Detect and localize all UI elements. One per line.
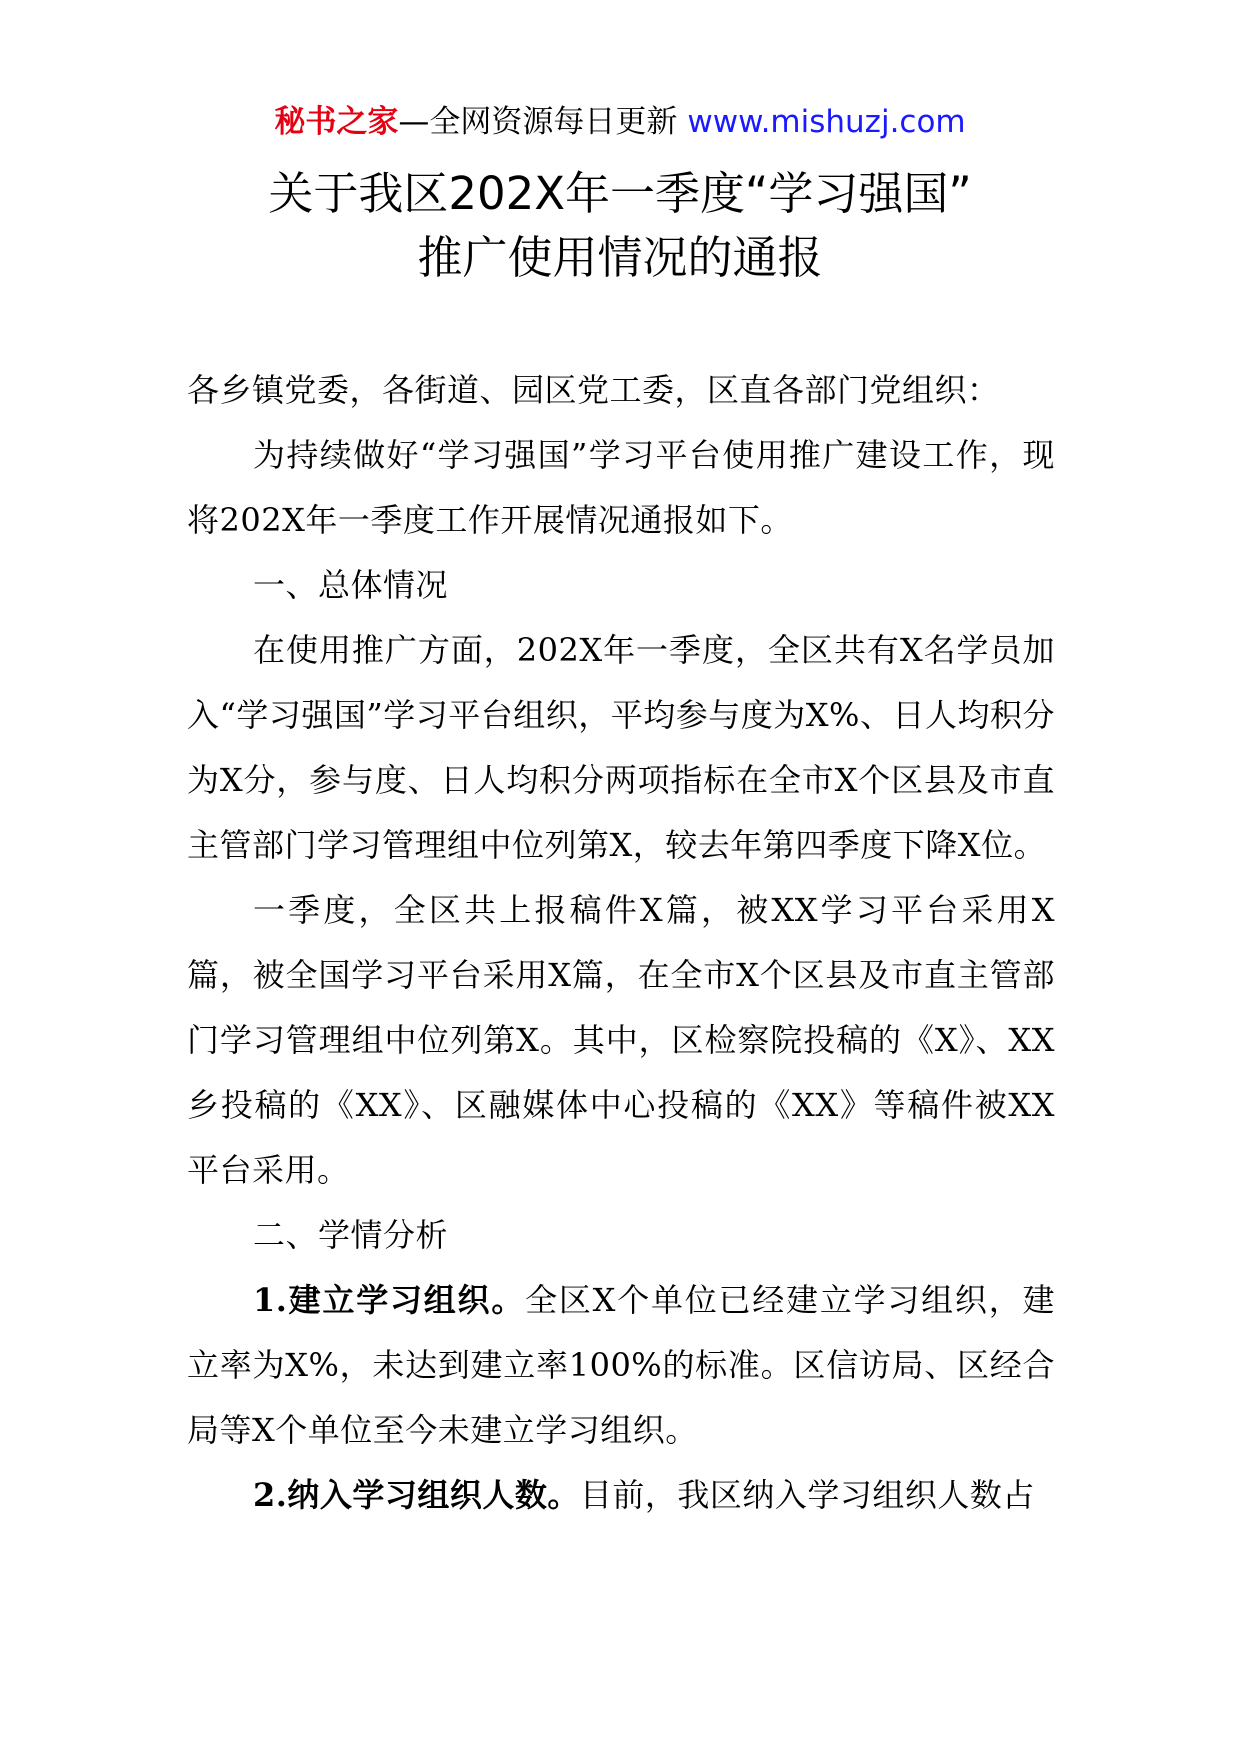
salutation: 各乡镇党委，各街道、园区党工委，区直各部门党组织： [187, 371, 1000, 409]
document-title [0, 162, 1240, 290]
document-body [187, 358, 1055, 1528]
title-line-2: 推广使用情况的通报 [417, 231, 823, 284]
analysis-item-1-heading: 1.建立学习组织。 [253, 1281, 526, 1319]
analysis-item-2-text: 目前，我区纳入学习组织人数占 [579, 1476, 1035, 1514]
section-heading-overview: 一、总体情况 [253, 566, 449, 604]
header-tagline: —全网资源每日更新 [398, 104, 678, 140]
brand-name: 秘书之家 [274, 104, 399, 140]
overview-paragraph-1: 在使用推广方面，202X年一季度，全区共有X名学员加入“学习强国”学习平台组织，平均参与度为X%、日人均积分为X分，参与度、日人均积分两项指标在全市X个区县及市直主管部门学习管理组中位列第X，较去年第四季度下降X位。 [187, 631, 1055, 864]
analysis-item-2 [187, 1463, 1055, 1528]
section-heading-analysis: 二、学情分析 [253, 1216, 449, 1254]
overview-paragraph-2: 一季度，全区共上报稿件X篇，被XX学习平台采用X篇，被全国学习平台采用X篇，在全市X个区县及市直主管部门学习管理组中位列第X。其中，区检察院投稿的《X》、XX乡投稿的《XX》、区融媒体中心投稿的《XX》等稿件被XX平台采用。 [187, 891, 1055, 1189]
analysis-item-2-heading: 2.纳入学习组织人数。 [253, 1476, 580, 1514]
intro-paragraph: 为持续做好“学习强国”学习平台使用推广建设工作，现将202X年一季度工作开展情况通报如下。 [187, 436, 1055, 539]
analysis-item-1 [187, 1268, 1055, 1463]
title-line-1: 关于我区202X年一季度“学习强国” [268, 167, 972, 220]
site-url-link[interactable]: www.mishuzj.com [687, 104, 966, 140]
site-header [0, 100, 1240, 144]
analysis-item-1-text: 全区X个单位已经建立学习组织，建立率为X%，未达到建立率100%的标准。区信访局、区经合局等X个单位至今未建立学习组织。 [187, 1281, 1055, 1449]
